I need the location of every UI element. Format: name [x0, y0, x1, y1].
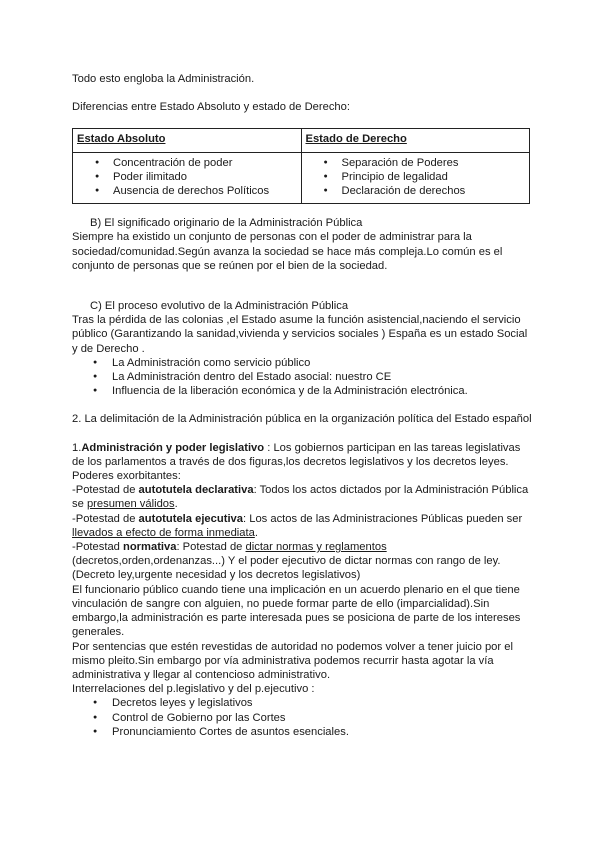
list-item: ● Decretos leyes y legislativos [72, 696, 532, 710]
comparison-header-row [73, 129, 530, 152]
ejec-prefix: -Potestad de [72, 512, 139, 525]
list-item: ● La Administración dentro del Estado asocial: nuestro CE [72, 370, 532, 384]
norm-prefix: -Potestad [72, 541, 123, 554]
section-c-text: Tras la pérdida de las colonias ,el Estado asume la función asistencial,naciendo el servicio público (Garantizando la sanidad,vivienda y servicios sociales ) España es un estado Social y de Derecho . [72, 314, 528, 355]
list-item: ● La Administración como servicio público [72, 356, 532, 370]
list-item: ● Ausencia de derechos Políticos [77, 184, 297, 198]
decl-bold: autotutela declarativa [138, 484, 254, 497]
item-1-intro-text: : Los gobiernos participan en las tareas legislativas de los parlamentos a través de dos figuras,los decretos legislativos y los decretos leyes. [72, 441, 521, 468]
section-2-heading: 2. La delimitación de la Administración pública en la organización política del Estado español [72, 413, 532, 426]
ejec-end: . [254, 526, 258, 539]
list-item: ● Control de Gobierno por las Cortes [72, 711, 532, 725]
decl-prefix: -Potestad de [72, 484, 139, 497]
norm-bold: normativa [123, 541, 177, 554]
interrelaciones-label: Interrelaciones del p.legislativo y del p.ejecutivo : [72, 683, 315, 696]
potestad-normativa [72, 540, 532, 554]
intro-line: Todo esto engloba la Administración. [72, 73, 255, 85]
differences-title: Diferencias entre Estado Absoluto y estado de Derecho: [72, 101, 350, 114]
col1-list [77, 156, 297, 199]
decl-underline: presumen válidos [86, 498, 175, 511]
normativa-continuation: (decretos,orden,ordenanzas...) Y el poder ejecutivo de dictar normas con rango de ley.(Decreto ley,urgente necesidad y los decretos legislativos) [72, 555, 501, 582]
document-page [72, 72, 532, 739]
sentencias-paragraph: Por sentencias que estén revestidas de autoridad no podemos volver a tener juicio por el mismo pleito.Sin embargo por vía administrativa podemos recurrir hasta agotar la vía administrativa y llegar al contencioso administrativo. [72, 640, 513, 681]
list-item: ● Pronunciamiento Cortes de asuntos esenciales. [72, 725, 532, 739]
section-c-list [72, 356, 532, 399]
col2-list [306, 156, 526, 199]
list-item: ● Poder ilimitado [77, 170, 297, 184]
item-1-intro [72, 441, 532, 469]
col1-header: Estado Absoluto [73, 129, 302, 152]
item-1-title: Administración y poder legislativo [81, 441, 265, 454]
potestad-declarativa [72, 483, 532, 511]
poderes-label: Poderes exorbitantes: [72, 470, 181, 483]
interrelaciones-list [72, 696, 532, 739]
item-1-number: 1. [72, 441, 82, 454]
col2-header: Estado de Derecho [301, 129, 530, 152]
list-item: ● Concentración de poder [77, 156, 297, 170]
norm-text: : Potestad de [176, 541, 246, 554]
ejec-bold: autotutela ejecutiva [138, 512, 243, 525]
col2-cell [301, 152, 530, 204]
list-item: ● Declaración de derechos [306, 184, 526, 198]
section-b-text: Siempre ha existido un conjunto de personas con el poder de administrar para la sociedad/comunidad.Según avanza la sociedad se hace más compleja.Lo común es el conjunto de personas que se reúnen por el bien de la sociedad. [72, 231, 503, 272]
comparison-table [72, 128, 530, 204]
comparison-body-row [73, 152, 530, 204]
list-item: ● Influencia de la liberación económica y de la Administración electrónica. [72, 384, 532, 398]
funcionario-paragraph: El funcionario público cuando tiene una implicación en un acuerdo plenario en el que tiene vinculación de sangre con alguien, no puede formar parte de ello (imparcialidad).Sin embargo,la administración es parte interesada pues se posiciona de parte de los intereses generales. [72, 583, 521, 639]
decl-end: . [174, 498, 178, 511]
section-b-heading: B) El significado originario de la Administración Pública [90, 217, 363, 230]
ejec-underline: llevados a efecto de forma inmediata [72, 526, 255, 539]
decl-text: : Todos los actos dictados por la Administración Pública se [72, 484, 529, 511]
potestad-ejecutiva [72, 512, 532, 540]
ejec-text: : Los actos de las Administraciones Públicas pueden ser [243, 512, 523, 525]
list-item: ● Principio de legalidad [306, 170, 526, 184]
col1-cell [73, 152, 302, 204]
list-item: ● Separación de Poderes [306, 156, 526, 170]
section-c-heading: C) El proceso evolutivo de la Administración Pública [90, 300, 349, 313]
norm-underline: dictar normas y reglamentos [245, 541, 387, 554]
